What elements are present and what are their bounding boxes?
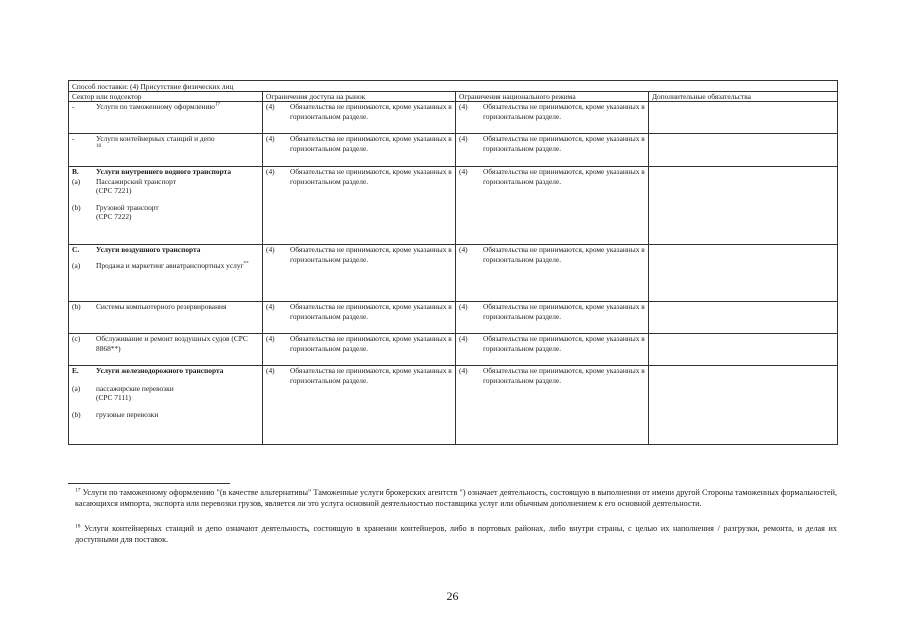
header-market-access: Ограничения доступа на рынок: [263, 92, 456, 102]
footnote-18: $^{18}$ Услуги контейнерных станций и депо означают деятельность, состоящую в хранении контейнеров, либо в портовых районах, либо внутри страны, с целью их наполнения / разгрузки, ремонта, и делая их доступными для поставок.: [75, 523, 838, 544]
commitments-table: [68, 80, 838, 445]
table-row: E. Услуги железнодорожного транспорта (a) пассажирские перевозки (CPC 7111) (b) грузовые перевозки (4) Обязательства не принимаются, кроме указанных в горизонтальном разделе. (4) Обязательства не принимаются, кроме указанных в горизонтальном разделе.: [69, 366, 838, 445]
page-number: 26: [446, 589, 459, 603]
footnote-17: $^{17}$ Услуги по таможенному оформлению "(в качестве альтернативы" Таможенные услуги брокерских агентств ") означает деятельность, состоящую в выполнении от имени другой Стороны таможенных формальностей, касающихся импорта, экспорта или перевозки грузов, является ли это услуга основной деятельностью поставщика услуг или обычным дополнением к его основной деятельности.: [75, 487, 838, 508]
table-row: (c) Обслуживание и ремонт воздушных судов (CPC 8868**) (4) Обязательства не принимаются, кроме указанных в горизонтальном разделе. (4) Обязательства не принимаются, кроме указанных в горизонтальном разделе.: [69, 334, 838, 366]
sector-name: Услуги внутреннего водного транспорта: [96, 167, 232, 177]
market-access-text: Обязательства не принимаются, кроме указанных в горизонтальном разделе.: [290, 102, 452, 121]
table-row: B. Услуги внутреннего водного транспорта (a) Пассажирский транспорт (CPC 7221) (b) Грузовой транспорт (CPC 7222) (4) Обязательства не принимаются, кроме указанных в горизонтальном разделе. (4) Обязательства не принимаются, кроме указанных в горизонтальном разделе.: [69, 167, 838, 245]
table-row: C. Услуги воздушного транспорта (a) Продажа и маркетинг авиатранспортных услуг** (4) Обязательства не принимаются, кроме указанных в горизонтальном разделе. (4) Обязательства не принимаются, кроме указанных в горизонтальном разделе.: [69, 245, 838, 302]
table-row: - Услуги по таможенному оформлению$^{17}$ (4) Обязательства не принимаются, кроме указанных в горизонтальном разделе. (4) Обязательства не принимаются, кроме указанных в горизонтальном разделе.: [69, 102, 838, 134]
sector-name: Услуги железнодорожного транспорта: [96, 366, 224, 376]
footnote-ref: 17: [214, 102, 220, 108]
national-treatment-text: Обязательства не принимаются, кроме указанных в горизонтальном разделе.: [483, 102, 645, 121]
additional-cell: [649, 102, 838, 134]
table-row: - Услуги контейнерных станций и депо $^{18}$ (4) Обязательства не принимаются, кроме указанных в горизонтальном разделе. (4) Обязательства не принимаются, кроме указанных в горизонтальном разделе.: [69, 134, 838, 167]
footnote-ref: 18: [96, 144, 101, 150]
sector-name: Услуги воздушного транспорта: [96, 245, 201, 255]
sector-name: Услуги контейнерных станций и депо: [96, 134, 215, 144]
header-additional: Дополнительные обязательства: [649, 92, 838, 102]
header-national-treatment: Ограничения национального режима: [456, 92, 649, 102]
header-sector: Сектор или подсектор: [69, 92, 263, 102]
footnote-separator: [68, 483, 230, 484]
supply-mode-row: Способ поставки: (4) Присутствие физических лиц: [69, 81, 838, 92]
sector-name: Услуги по таможенному оформлению: [96, 102, 215, 112]
header-row: [69, 92, 838, 102]
table-row: (b) Системы компьютерного резервирования (4) Обязательства не принимаются, кроме указанных в горизонтальном разделе. (4) Обязательства не принимаются, кроме указанных в горизонтальном разделе.: [69, 302, 838, 334]
